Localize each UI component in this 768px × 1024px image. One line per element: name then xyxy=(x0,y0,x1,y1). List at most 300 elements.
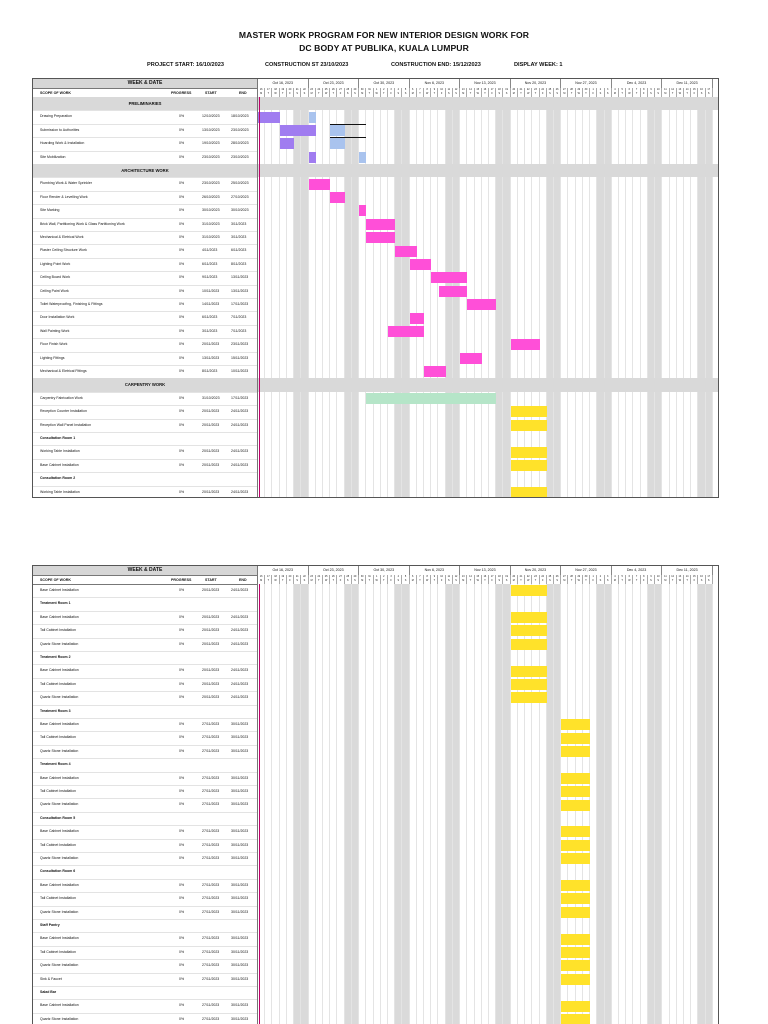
day-number: 8 xyxy=(426,575,428,578)
project-start: PROJECT START: 16/10/2023 xyxy=(147,62,224,68)
task-name: Base Cabinet Installation xyxy=(40,882,79,887)
day-number: 20 xyxy=(288,88,292,91)
section-band xyxy=(258,164,718,177)
day-letter: W xyxy=(324,579,328,583)
task-start-date: 6/11/2023 xyxy=(202,261,218,266)
day-number: 6 xyxy=(412,88,414,91)
day-number: 11 xyxy=(664,88,667,91)
task-end-date: 7/11/2023 xyxy=(231,315,247,320)
task-bar xyxy=(511,612,547,623)
day-header xyxy=(532,88,539,97)
task-progress: 0% xyxy=(179,668,185,673)
day-header xyxy=(287,575,294,584)
day-number: 16 xyxy=(483,575,487,578)
day-number: 2 xyxy=(599,88,602,91)
task-start-date: 27/11/2023 xyxy=(202,842,220,847)
day-column xyxy=(691,584,698,1024)
day-number: 1 xyxy=(375,575,378,578)
day-number: 16 xyxy=(700,88,703,91)
day-letter: M xyxy=(613,92,616,96)
day-number: 12 xyxy=(671,575,674,578)
day-letter: M xyxy=(310,579,313,583)
day-letter: F xyxy=(541,579,544,583)
day-letter: F xyxy=(643,92,645,96)
section-band xyxy=(258,97,718,110)
day-number: 4 xyxy=(614,575,616,578)
day-number: 16 xyxy=(700,575,703,578)
task-bar xyxy=(511,447,547,458)
day-number: 26 xyxy=(331,575,335,578)
day-column xyxy=(633,97,640,497)
task-row xyxy=(33,110,257,124)
task-bar xyxy=(561,893,590,904)
task-start-date: 20/11/2023 xyxy=(202,614,220,619)
task-name: Quartz Stone Installation xyxy=(40,1016,79,1021)
task-row xyxy=(33,999,257,1013)
task-end-date: 6/11/2023 xyxy=(231,248,247,253)
day-letter: W xyxy=(476,579,479,583)
task-progress: 0% xyxy=(179,288,185,293)
day-header xyxy=(583,88,590,97)
day-letter: T xyxy=(520,92,522,96)
day-number: 11 xyxy=(447,88,451,91)
task-name: Base Cabinet Installation xyxy=(40,614,79,619)
day-letter: F xyxy=(693,92,696,96)
day-number: 8 xyxy=(643,88,645,91)
task-name: Treatment Room 2 xyxy=(40,655,71,659)
task-row xyxy=(33,718,257,732)
day-letter: M xyxy=(411,92,414,96)
task-end-date: 30/11/2023 xyxy=(231,775,249,780)
day-letter: F xyxy=(440,92,443,96)
task-end-date: 30/10/2023 xyxy=(231,208,249,213)
day-column xyxy=(619,97,626,497)
day-column xyxy=(662,584,669,1024)
task-progress: 0% xyxy=(179,449,185,454)
day-number: 10 xyxy=(656,575,660,578)
day-letter: W xyxy=(527,92,530,96)
task-start-date: 20/11/2023 xyxy=(202,668,220,673)
day-number: 15 xyxy=(692,88,696,91)
weekend-column xyxy=(547,584,554,1024)
day-header xyxy=(301,575,308,584)
task-name: Base Cabinet Installation xyxy=(40,775,79,780)
day-column xyxy=(633,584,640,1024)
task-row xyxy=(33,151,257,165)
day-letter: T xyxy=(534,92,537,96)
day-column xyxy=(540,584,547,1024)
day-column xyxy=(583,97,590,497)
day-letter: S xyxy=(556,579,558,583)
day-letter: T xyxy=(484,92,486,96)
task-end-date: 28/10/2023 xyxy=(231,141,249,146)
task-row xyxy=(33,405,257,419)
baseline-bar xyxy=(330,125,344,136)
day-letter: F xyxy=(289,579,291,583)
day-number: 7 xyxy=(419,575,421,578)
task-start-date: 27/11/2023 xyxy=(202,735,220,740)
task-name: Brick Wall, Partitioning Work & Glass Partitioning Work xyxy=(40,221,125,226)
task-row xyxy=(33,973,257,987)
task-end-date: 30/11/2023 xyxy=(231,963,249,968)
weekend-column xyxy=(402,97,409,497)
day-letter: T xyxy=(433,92,436,96)
day-number: 8 xyxy=(426,88,428,91)
day-number: 6 xyxy=(628,575,630,578)
day-letter: S xyxy=(296,579,298,583)
task-end-date: 24/11/2023 xyxy=(231,588,249,592)
day-header xyxy=(280,575,287,584)
day-letter: F xyxy=(643,579,645,583)
day-column xyxy=(330,97,337,497)
task-bar xyxy=(561,934,590,945)
day-number: 26 xyxy=(555,575,559,578)
progress-header: PROGRESS xyxy=(171,90,192,95)
task-row xyxy=(33,584,257,598)
task-bar xyxy=(511,679,547,690)
task-start-date: 27/11/2023 xyxy=(202,1016,220,1021)
day-column xyxy=(489,584,496,1024)
day-letter: S xyxy=(448,579,450,583)
task-start-date: 20/11/2023 xyxy=(202,449,220,454)
day-column xyxy=(511,97,518,497)
day-letter: S xyxy=(606,579,609,583)
day-header xyxy=(337,575,344,584)
task-progress: 0% xyxy=(179,302,185,306)
day-number: 29 xyxy=(353,575,357,578)
task-start-date: 19/10/2023 xyxy=(202,141,220,146)
task-start-date: 27/11/2023 xyxy=(202,775,220,780)
task-start-date: 9/11/2023 xyxy=(202,275,218,280)
task-progress: 0% xyxy=(179,936,185,941)
task-name: Reception Counter Installation xyxy=(40,409,87,414)
day-column xyxy=(417,97,424,497)
day-header xyxy=(359,575,366,584)
task-name: Mechanical & Eletrical Fittings xyxy=(40,369,87,373)
day-column xyxy=(439,584,446,1024)
task-start-date: 20/11/2023 xyxy=(202,409,220,414)
day-letter: T xyxy=(671,92,674,96)
day-number: 29 xyxy=(577,88,581,91)
construction-end: CONSTRUCTION END: 15/12/2023 xyxy=(391,62,481,68)
day-column xyxy=(576,97,583,497)
day-number: 5 xyxy=(621,575,623,578)
task-end-date: 24/11/2023 xyxy=(231,409,249,414)
day-letter: T xyxy=(318,579,320,583)
day-column xyxy=(532,584,539,1024)
day-header xyxy=(323,575,330,584)
day-number: 19 xyxy=(281,575,285,578)
day-header xyxy=(345,88,352,97)
task-name: Treatment Room 1 xyxy=(40,601,71,606)
task-progress: 0% xyxy=(179,976,185,981)
day-number: 22 xyxy=(526,575,530,578)
day-letter: M xyxy=(563,92,566,96)
day-column xyxy=(684,97,691,497)
task-progress: 0% xyxy=(179,789,185,793)
task-end-date: 24/11/2023 xyxy=(231,489,249,494)
subgroup-row xyxy=(33,651,257,665)
day-header xyxy=(605,88,612,97)
day-header xyxy=(554,88,561,97)
day-letter: S xyxy=(346,92,349,96)
task-bar xyxy=(561,786,590,797)
day-header xyxy=(366,575,373,584)
day-letter: W xyxy=(628,579,631,583)
task-name: Base Cabinet Installation xyxy=(40,462,79,467)
day-letter: T xyxy=(267,92,270,96)
day-number: 28 xyxy=(570,575,573,578)
section-row xyxy=(33,164,257,178)
task-start-date: 27/11/2023 xyxy=(202,963,220,968)
weekend-column xyxy=(294,97,301,497)
weekend-column xyxy=(655,584,662,1024)
task-name: Ceiling Paint Work xyxy=(40,288,69,293)
task-progress: 0% xyxy=(179,802,185,807)
task-progress: 0% xyxy=(179,342,185,347)
weekend-column xyxy=(352,97,359,497)
gantt-timeline xyxy=(257,566,718,1024)
task-end-date: 24/11/2023 xyxy=(231,628,249,633)
task-end-date: 30/11/2023 xyxy=(231,896,249,901)
day-header xyxy=(446,575,453,584)
weekend-column xyxy=(402,584,409,1024)
task-progress: 0% xyxy=(179,614,185,619)
task-progress: 0% xyxy=(179,235,185,239)
task-bar xyxy=(280,125,316,136)
day-header xyxy=(641,575,648,584)
day-header xyxy=(633,88,640,97)
task-bar xyxy=(388,326,424,337)
day-header xyxy=(431,575,438,584)
task-row xyxy=(33,191,257,205)
task-bar xyxy=(511,487,547,498)
task-name: Toilet Waterproofing, Finishing & Fittings xyxy=(40,302,103,306)
day-letter: S xyxy=(498,579,501,583)
weekend-column xyxy=(503,584,510,1024)
task-progress: 0% xyxy=(179,896,185,901)
task-start-date: 23/10/2023 xyxy=(202,154,220,159)
day-header xyxy=(374,575,381,584)
task-start-date: 3/11/2023 xyxy=(202,328,218,333)
day-header xyxy=(294,88,301,97)
day-number: 13 xyxy=(461,88,465,91)
task-row xyxy=(33,486,257,498)
day-letter: S xyxy=(657,92,659,96)
today-marker xyxy=(259,584,260,1024)
task-bar xyxy=(511,692,547,703)
task-name: Floor Render & Levelling Work xyxy=(40,194,88,199)
day-letter: M xyxy=(664,92,667,96)
week-header: Oct 30, 2023 xyxy=(359,566,410,575)
task-row xyxy=(33,392,257,406)
task-end-date: 30/11/2023 xyxy=(231,789,249,793)
task-bar xyxy=(561,960,590,971)
weekend-column xyxy=(301,97,308,497)
day-header xyxy=(482,575,489,584)
task-start-date: 27/11/2023 xyxy=(202,802,220,807)
task-name: Quartz Stone Installation xyxy=(40,856,79,860)
day-number: 23 xyxy=(534,88,537,91)
day-column xyxy=(265,97,272,497)
day-column xyxy=(540,97,547,497)
day-number: 25 xyxy=(324,575,328,578)
task-progress: 0% xyxy=(179,261,185,266)
day-header xyxy=(698,575,705,584)
task-name: Treatment Room 4 xyxy=(40,762,71,767)
day-letter: S xyxy=(505,579,508,583)
day-column xyxy=(410,584,417,1024)
day-column xyxy=(417,584,424,1024)
day-letter: T xyxy=(419,579,421,583)
day-number: 6 xyxy=(628,88,630,91)
task-end-date: 30/11/2023 xyxy=(231,722,249,726)
day-header xyxy=(287,88,294,97)
task-end-date: 24/11/2023 xyxy=(231,641,249,646)
weekend-column xyxy=(446,97,453,497)
task-row xyxy=(33,946,257,960)
day-header xyxy=(684,88,691,97)
day-number: 24 xyxy=(541,88,545,91)
task-end-date: 24/11/2023 xyxy=(231,668,249,673)
day-letter: S xyxy=(549,92,551,96)
day-header xyxy=(619,88,626,97)
weekend-column xyxy=(395,584,402,1024)
day-number: 6 xyxy=(412,575,414,578)
day-letter: M xyxy=(260,92,263,96)
task-bar xyxy=(561,880,590,891)
task-progress: 0% xyxy=(179,1016,185,1021)
task-row xyxy=(33,892,257,906)
task-start-date: 27/11/2023 xyxy=(202,789,220,793)
task-end-date: 24/11/2023 xyxy=(231,462,249,467)
day-header xyxy=(597,575,604,584)
day-letter: T xyxy=(332,92,335,96)
day-header xyxy=(648,88,655,97)
task-row xyxy=(33,906,257,920)
day-number: 21 xyxy=(519,575,523,578)
task-row xyxy=(33,298,257,312)
day-number: 20 xyxy=(512,88,516,91)
task-table xyxy=(33,79,257,497)
day-number: 19 xyxy=(505,575,508,578)
day-letter: S xyxy=(700,92,703,96)
day-column xyxy=(467,97,474,497)
task-row xyxy=(33,611,257,625)
day-number: 22 xyxy=(303,88,306,91)
day-letter: M xyxy=(563,579,566,583)
task-start-date: 20/11/2023 xyxy=(202,695,220,700)
day-letter: F xyxy=(592,579,594,583)
section-title: PRELIMINARIES xyxy=(128,101,162,106)
task-name: Carpentry Fabrication Work xyxy=(40,395,83,400)
task-table xyxy=(33,566,257,1024)
day-column xyxy=(316,97,323,497)
task-progress: 0% xyxy=(179,909,185,914)
day-number: 10 xyxy=(656,88,660,91)
day-number: 9 xyxy=(433,88,436,91)
day-number: 15 xyxy=(692,575,696,578)
subgroup-row xyxy=(33,597,257,611)
day-number: 30 xyxy=(584,575,588,578)
day-letter: T xyxy=(520,579,522,583)
day-number: 3 xyxy=(390,88,392,91)
day-letter: W xyxy=(678,92,681,96)
day-column xyxy=(280,584,287,1024)
day-number: 23 xyxy=(310,88,313,91)
task-name: Floor Finish Work xyxy=(40,342,68,347)
weekend-column xyxy=(648,584,655,1024)
task-start-date: 12/10/2023 xyxy=(202,114,220,119)
task-start-date: 23/10/2023 xyxy=(202,181,220,186)
day-header xyxy=(280,88,287,97)
day-header xyxy=(590,88,597,97)
day-header xyxy=(424,575,431,584)
task-progress: 0% xyxy=(179,221,185,226)
document-title-line2: DC BODY AT PUBLIKA, KUALA LUMPUR xyxy=(299,43,469,53)
day-number: 1 xyxy=(592,88,594,91)
task-row xyxy=(33,124,257,138)
day-column xyxy=(359,584,366,1024)
baseline-bar xyxy=(359,152,366,163)
day-number: 13 xyxy=(461,575,465,578)
task-start-date: 10/11/2023 xyxy=(202,288,220,293)
day-number: 7 xyxy=(635,575,638,578)
day-header xyxy=(691,88,698,97)
task-progress: 0% xyxy=(179,422,185,427)
day-letter: M xyxy=(411,579,414,583)
day-header xyxy=(439,88,446,97)
task-start-date: 14/11/2023 xyxy=(202,302,220,306)
day-number: 29 xyxy=(353,88,357,91)
task-progress: 0% xyxy=(179,856,185,860)
day-column xyxy=(518,584,525,1024)
task-name: Consultation Room 2 xyxy=(40,476,76,481)
task-end-date: 30/11/2023 xyxy=(231,842,249,847)
day-column xyxy=(532,97,539,497)
task-start-date: 6/11/2023 xyxy=(202,315,218,320)
day-number: 3 xyxy=(390,575,392,578)
task-start-date: 27/11/2023 xyxy=(202,936,220,941)
task-end-date: 30/11/2023 xyxy=(231,976,249,981)
day-header xyxy=(503,88,510,97)
day-number: 28 xyxy=(346,88,350,91)
day-header xyxy=(467,575,474,584)
task-name: Quartz Stone Installation xyxy=(40,963,79,968)
day-header xyxy=(626,575,633,584)
day-number: 31 xyxy=(368,575,371,578)
day-header xyxy=(431,88,438,97)
day-number: 17 xyxy=(266,88,270,91)
day-number: 1 xyxy=(375,88,378,91)
weekend-column xyxy=(453,584,460,1024)
task-row xyxy=(33,311,257,325)
day-number: 17 xyxy=(490,88,494,91)
day-header xyxy=(489,88,496,97)
day-header xyxy=(352,88,359,97)
day-column xyxy=(366,584,373,1024)
day-header xyxy=(417,575,424,584)
day-column xyxy=(374,584,381,1024)
task-row xyxy=(33,1013,257,1024)
task-name: Wall Painting Work xyxy=(40,328,70,333)
day-number: 27 xyxy=(339,88,342,91)
task-start-date: 13/11/2023 xyxy=(202,355,220,360)
day-header xyxy=(568,88,575,97)
weekend-column xyxy=(706,584,713,1024)
task-progress: 0% xyxy=(179,722,185,726)
day-number: 14 xyxy=(685,575,689,578)
